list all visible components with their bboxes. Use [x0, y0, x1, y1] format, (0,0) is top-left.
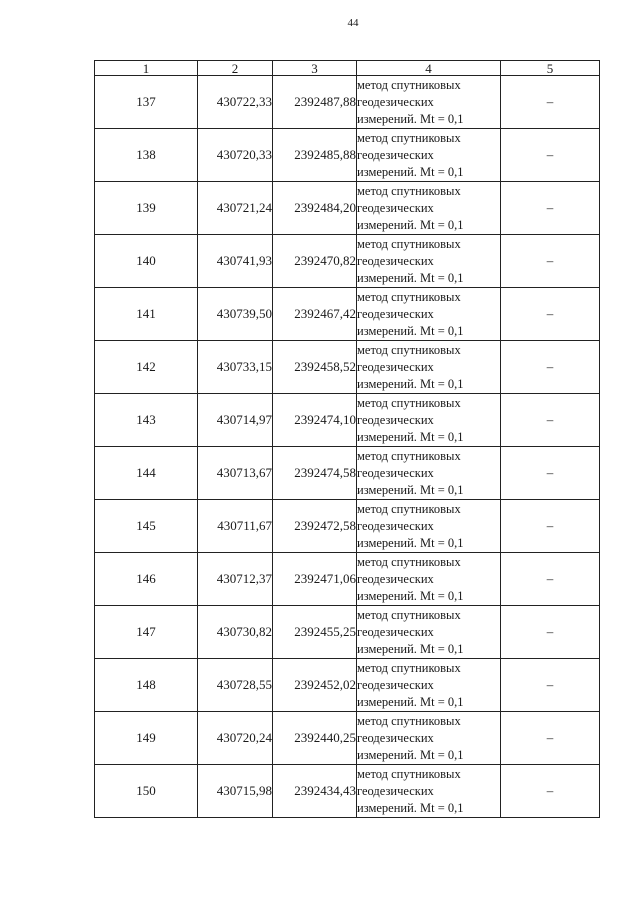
method-description — [357, 394, 501, 447]
method-line-2: геодезических — [357, 571, 434, 586]
coordinate-y: 2392485,88 — [273, 129, 357, 182]
point-number: 145 — [95, 500, 198, 553]
method-description — [357, 235, 501, 288]
table-row — [95, 447, 600, 500]
method-description — [357, 659, 501, 712]
method-line-3: измерений. Mt = 0,1 — [357, 111, 464, 126]
table-row — [95, 606, 600, 659]
method-line-3: измерений. Mt = 0,1 — [357, 323, 464, 338]
method-line-1: метод спутниковых — [357, 501, 461, 516]
method-line-1: метод спутниковых — [357, 448, 461, 463]
method-line-2: геодезических — [357, 412, 434, 427]
point-number: 150 — [95, 765, 198, 818]
method-line-3: измерений. Mt = 0,1 — [357, 270, 464, 285]
method-line-1: метод спутниковых — [357, 289, 461, 304]
table-row — [95, 341, 600, 394]
coordinate-y: 2392440,25 — [273, 712, 357, 765]
table-row — [95, 500, 600, 553]
point-number: 147 — [95, 606, 198, 659]
method-line-2: геодезических — [357, 359, 434, 374]
coordinate-y: 2392474,10 — [273, 394, 357, 447]
point-number: 144 — [95, 447, 198, 500]
method-line-3: измерений. Mt = 0,1 — [357, 588, 464, 603]
column-header-4: 4 — [357, 61, 501, 76]
coordinate-y: 2392458,52 — [273, 341, 357, 394]
coordinate-x: 430739,50 — [198, 288, 273, 341]
table-row — [95, 712, 600, 765]
method-line-3: измерений. Mt = 0,1 — [357, 376, 464, 391]
method-line-2: геодезических — [357, 465, 434, 480]
point-number: 138 — [95, 129, 198, 182]
method-line-3: измерений. Mt = 0,1 — [357, 164, 464, 179]
method-line-2: геодезических — [357, 253, 434, 268]
note-dash: – — [501, 288, 600, 341]
method-line-1: метод спутниковых — [357, 342, 461, 357]
table-row — [95, 129, 600, 182]
coordinate-x: 430733,15 — [198, 341, 273, 394]
method-line-2: геодезических — [357, 624, 434, 639]
note-dash: – — [501, 394, 600, 447]
coordinate-y: 2392472,58 — [273, 500, 357, 553]
coordinate-y: 2392455,25 — [273, 606, 357, 659]
column-header-1: 1 — [95, 61, 198, 76]
method-description — [357, 447, 501, 500]
point-number: 146 — [95, 553, 198, 606]
method-line-1: метод спутниковых — [357, 554, 461, 569]
column-header-2: 2 — [198, 61, 273, 76]
note-dash: – — [501, 235, 600, 288]
point-number: 142 — [95, 341, 198, 394]
table-row — [95, 553, 600, 606]
coordinate-x: 430741,93 — [198, 235, 273, 288]
method-line-3: измерений. Mt = 0,1 — [357, 694, 464, 709]
method-line-2: геодезических — [357, 518, 434, 533]
column-header-5: 5 — [501, 61, 600, 76]
coordinate-x: 430720,24 — [198, 712, 273, 765]
table-header-row — [95, 61, 600, 76]
method-line-1: метод спутниковых — [357, 183, 461, 198]
table-body — [95, 76, 600, 818]
method-line-3: измерений. Mt = 0,1 — [357, 747, 464, 762]
note-dash: – — [501, 765, 600, 818]
method-line-3: измерений. Mt = 0,1 — [357, 800, 464, 815]
method-description — [357, 182, 501, 235]
point-number: 148 — [95, 659, 198, 712]
method-description — [357, 129, 501, 182]
method-line-1: метод спутниковых — [357, 660, 461, 675]
coordinate-x: 430722,33 — [198, 76, 273, 129]
note-dash: – — [501, 341, 600, 394]
method-description — [357, 606, 501, 659]
note-dash: – — [501, 500, 600, 553]
table-row — [95, 288, 600, 341]
method-line-3: измерений. Mt = 0,1 — [357, 429, 464, 444]
method-description — [357, 500, 501, 553]
point-number: 139 — [95, 182, 198, 235]
method-line-2: геодезических — [357, 306, 434, 321]
table-row — [95, 394, 600, 447]
point-number: 141 — [95, 288, 198, 341]
note-dash: – — [501, 129, 600, 182]
coordinate-x: 430712,37 — [198, 553, 273, 606]
method-line-2: геодезических — [357, 94, 434, 109]
column-header-3: 3 — [273, 61, 357, 76]
method-line-2: геодезических — [357, 783, 434, 798]
coordinate-x: 430714,97 — [198, 394, 273, 447]
coordinate-y: 2392434,43 — [273, 765, 357, 818]
table-row — [95, 765, 600, 818]
note-dash: – — [501, 76, 600, 129]
method-line-1: метод спутниковых — [357, 766, 461, 781]
page-number: 44 — [347, 17, 359, 29]
coordinate-x: 430711,67 — [198, 500, 273, 553]
method-line-2: геодезических — [357, 677, 434, 692]
coordinate-x: 430728,55 — [198, 659, 273, 712]
table-row — [95, 182, 600, 235]
note-dash: – — [501, 606, 600, 659]
point-number: 137 — [95, 76, 198, 129]
method-description — [357, 76, 501, 129]
note-dash: – — [501, 712, 600, 765]
coordinate-x: 430720,33 — [198, 129, 273, 182]
point-number: 143 — [95, 394, 198, 447]
coordinates-table — [94, 60, 600, 818]
method-description — [357, 288, 501, 341]
method-line-3: измерений. Mt = 0,1 — [357, 535, 464, 550]
method-line-1: метод спутниковых — [357, 713, 461, 728]
method-line-3: измерений. Mt = 0,1 — [357, 217, 464, 232]
method-line-1: метод спутниковых — [357, 395, 461, 410]
point-number: 140 — [95, 235, 198, 288]
method-line-2: геодезических — [357, 730, 434, 745]
coordinate-x: 430715,98 — [198, 765, 273, 818]
point-number: 149 — [95, 712, 198, 765]
method-line-3: измерений. Mt = 0,1 — [357, 482, 464, 497]
coordinate-y: 2392467,42 — [273, 288, 357, 341]
table-row — [95, 235, 600, 288]
coordinate-y: 2392452,02 — [273, 659, 357, 712]
coordinate-x: 430730,82 — [198, 606, 273, 659]
method-line-1: метод спутниковых — [357, 607, 461, 622]
method-line-3: измерений. Mt = 0,1 — [357, 641, 464, 656]
note-dash: – — [501, 659, 600, 712]
method-description — [357, 553, 501, 606]
coordinate-y: 2392474,58 — [273, 447, 357, 500]
method-description — [357, 765, 501, 818]
coordinate-y: 2392487,88 — [273, 76, 357, 129]
coordinate-x: 430713,67 — [198, 447, 273, 500]
method-line-2: геодезических — [357, 147, 434, 162]
coordinate-y: 2392484,20 — [273, 182, 357, 235]
note-dash: – — [501, 447, 600, 500]
method-line-1: метод спутниковых — [357, 236, 461, 251]
table-row — [95, 76, 600, 129]
method-line-1: метод спутниковых — [357, 77, 461, 92]
method-line-2: геодезических — [357, 200, 434, 215]
method-line-1: метод спутниковых — [357, 130, 461, 145]
note-dash: – — [501, 182, 600, 235]
coordinate-y: 2392470,82 — [273, 235, 357, 288]
method-description — [357, 341, 501, 394]
note-dash: – — [501, 553, 600, 606]
coordinate-y: 2392471,06 — [273, 553, 357, 606]
method-description — [357, 712, 501, 765]
table-row — [95, 659, 600, 712]
coordinate-x: 430721,24 — [198, 182, 273, 235]
